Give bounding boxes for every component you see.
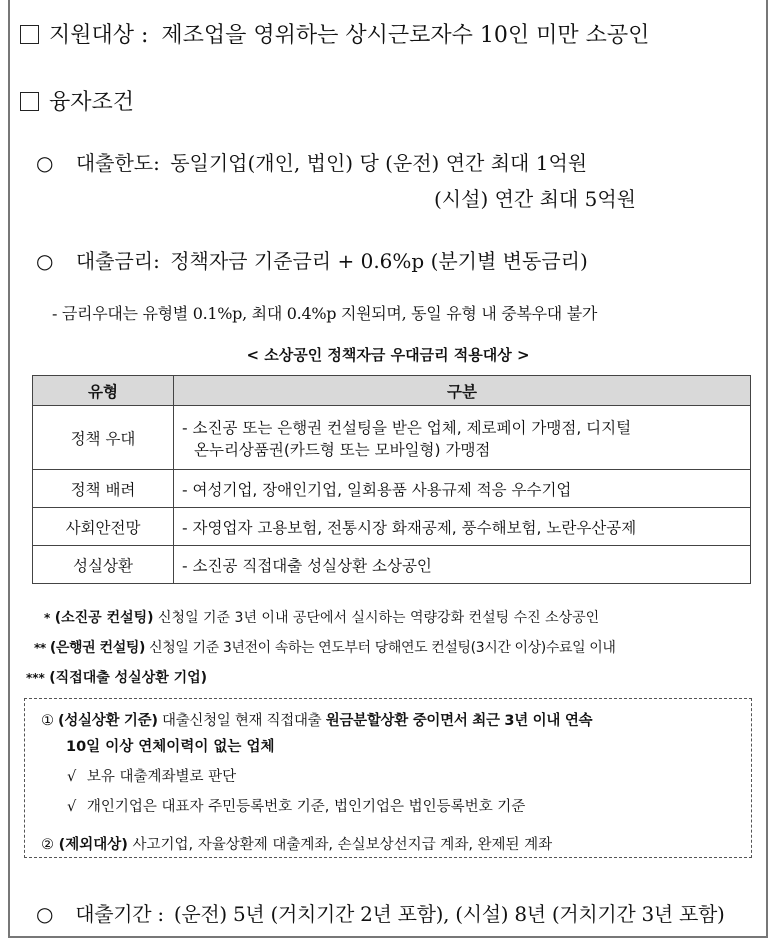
footnote-title: (은행권 컨설팅): [49, 640, 146, 656]
table-cell-type: 정책 배려: [33, 470, 174, 508]
circled-number-1: ①: [41, 713, 54, 729]
table-cell-desc: - 자영업자 고용보험, 전통시장 화재공제, 풍수해보험, 노란우산공제: [174, 508, 751, 546]
bullet-circle-icon: ○: [36, 902, 54, 926]
table-title: < 소상공인 정책자금 우대금리 적용대상 >: [246, 346, 530, 364]
footnote-title: (직접대출 성실상환 기업): [49, 670, 208, 686]
footnote-title: (소진공 컨설팅): [54, 610, 154, 626]
criteria-item-2-title: (제외대상): [58, 837, 128, 853]
loan-rate-text: 정책자금 기준금리 + 0.6%p (분기별 변동금리): [170, 249, 588, 273]
loan-limit-text1: 동일기업(개인, 법인) 당 (운전) 연간 최대 1억원: [170, 151, 588, 175]
criteria-item-1: [41, 709, 592, 730]
criteria-check-1-text: 보유 대출계좌별로 판단: [86, 769, 237, 785]
rate-note: - 금리우대는 유형별 0.1%p, 최대 0.4%p 지원되며, 동일 유형 내 중복우대 불가: [52, 304, 598, 323]
table-row: [33, 470, 751, 508]
loan-period-label: 대출기간 :: [75, 902, 164, 926]
table-cell-desc: - 소진공 직접대출 성실상환 소상공인: [174, 546, 751, 584]
checkbox-square-icon: [20, 25, 39, 44]
footnote-text: 신청일 기준 3년전이 속하는 연도부터 당해연도 컨설팅(3시간 이상)수료일 이내: [149, 640, 616, 656]
footnote-text: 신청일 기준 3년 이내 공단에서 실시하는 역량강화 컨설팅 수진 소상공인: [158, 610, 600, 626]
table-row: [33, 508, 751, 546]
preference-table: [32, 375, 751, 584]
footnote-mark: **: [34, 641, 46, 655]
criteria-item-2-text: 사고기업, 자율상환제 대출계좌, 손실보상선지급 계좌, 완제된 계좌: [132, 837, 553, 853]
criteria-check-1: [67, 765, 236, 786]
criteria-item-1-bold2: 10일 이상 연체이력이 없는 업체: [66, 739, 275, 755]
table-header-type: 유형: [33, 376, 174, 406]
table-cell-desc-line: - 소진공 또는 은행권 컨설팅을 받은 업체, 제로페이 가맹점, 디지털: [182, 418, 632, 437]
table-row: [33, 546, 751, 584]
footnote-3: [26, 667, 207, 687]
repayment-criteria-box: [24, 698, 752, 858]
target-text: 제조업을 영위하는 상시근로자수 10인 미만 소공인: [161, 23, 650, 48]
loan-terms-heading-text: 융자조건: [49, 90, 135, 115]
footnote-2: [34, 637, 616, 657]
target-label: 지원대상 :: [49, 23, 149, 48]
table-cell-desc: [174, 406, 751, 470]
bullet-circle-icon: ○: [36, 249, 54, 273]
loan-rate-line: [36, 245, 588, 274]
table-cell-desc: - 여성기업, 장애인기업, 일회용품 사용규제 적응 우수기업: [174, 470, 751, 508]
check-mark-icon: √: [67, 769, 77, 785]
criteria-item-2: [41, 833, 552, 854]
criteria-check-2: [67, 795, 525, 816]
loan-limit-text2: (시설) 연간 최대 5억원: [434, 187, 636, 211]
loan-period-text: (운전) 5년 (거치기간 2년 포함), (시설) 8년 (거치기간 3년 포함): [173, 902, 725, 926]
loan-limit-line1: [36, 147, 587, 176]
table-header-row: [33, 376, 751, 406]
table-cell-type: 사회안전망: [33, 508, 174, 546]
table-header-desc: 구분: [174, 376, 751, 406]
criteria-check-2-text: 개인기업은 대표자 주민등록번호 기준, 법인기업은 법인등록번호 기준: [86, 799, 526, 815]
checkbox-square-icon: [20, 92, 39, 111]
table-cell-type: 성실상환: [33, 546, 174, 584]
table-cell-type: 정책 우대: [33, 406, 174, 470]
bullet-circle-icon: ○: [36, 151, 54, 175]
loan-rate-label: 대출금리:: [75, 249, 160, 273]
loan-limit-label: 대출한도:: [75, 151, 160, 175]
table-row: [33, 406, 751, 470]
check-mark-icon: √: [67, 799, 77, 815]
criteria-item-1-title: (성실상환 기준): [58, 713, 158, 729]
criteria-item-1-bold: 원금분할상환 중이면서 최근 3년 이내 연속: [325, 713, 593, 729]
target-line: [20, 18, 649, 49]
circled-number-2: ②: [41, 837, 54, 853]
table-cell-desc-line: 온누리상품권(카드형 또는 모바일형) 가맹점: [194, 440, 491, 459]
loan-terms-heading: [20, 85, 134, 116]
footnote-1: [44, 607, 599, 627]
loan-period-line: [36, 898, 725, 927]
criteria-item-1-text: 대출신청일 현재 직접대출: [161, 713, 322, 729]
footnote-mark: *: [44, 611, 51, 625]
loan-limit-line2: [434, 183, 636, 212]
footnote-mark: ***: [26, 671, 45, 685]
